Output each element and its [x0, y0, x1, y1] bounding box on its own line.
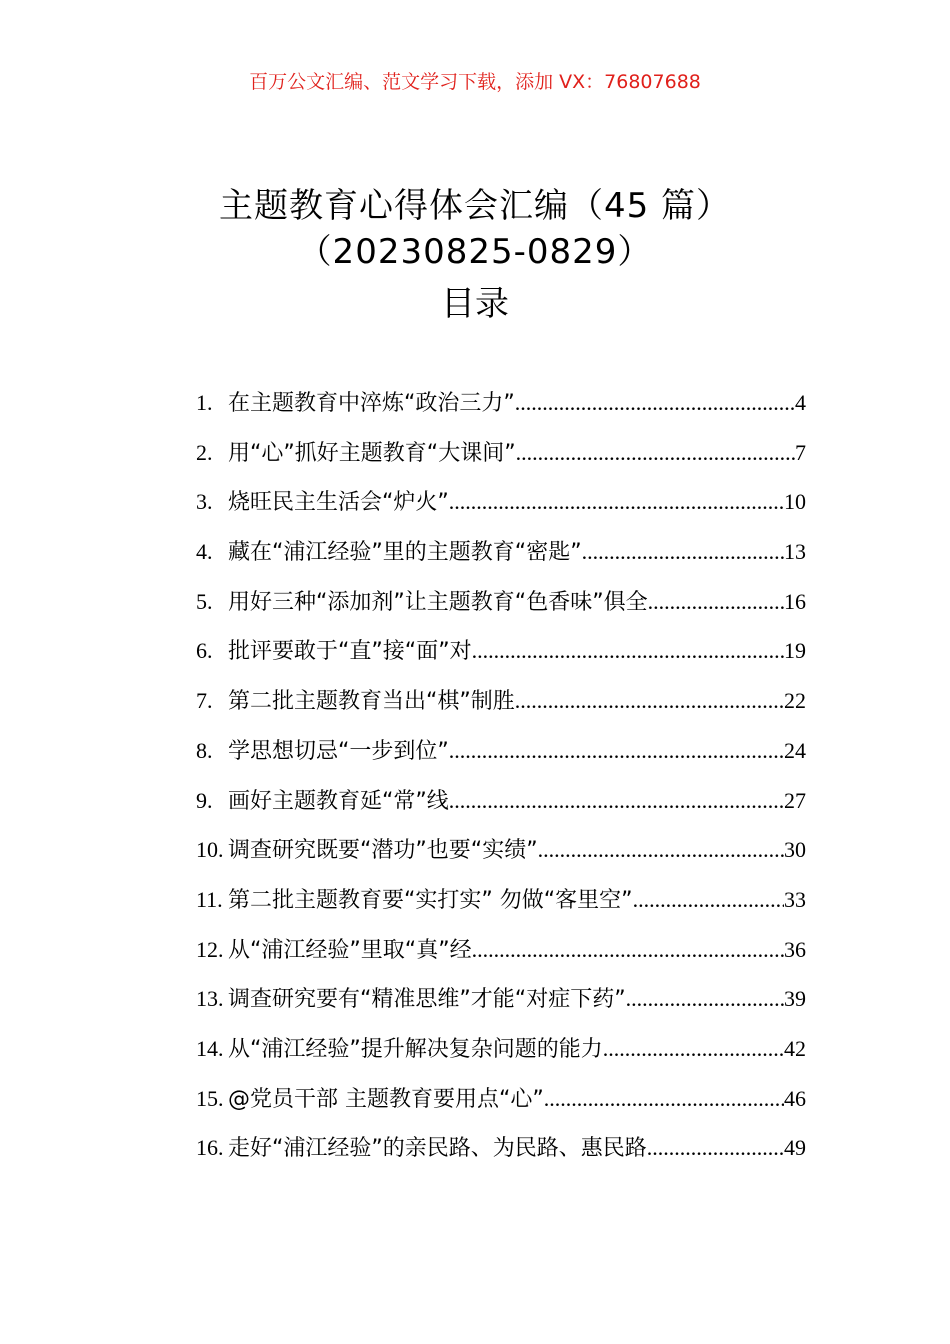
toc-item-title: 在主题教育中淬炼“政治三力” — [228, 391, 515, 416]
toc-item-number: 12. — [196, 936, 224, 962]
toc-item-page: 36 — [784, 936, 806, 962]
toc-leader-dots — [647, 1123, 784, 1173]
header-contact-note: 百万公文汇编、范文学习下载，添加 VX：76807688 — [249, 71, 701, 93]
toc-item[interactable] — [196, 378, 806, 428]
toc-item[interactable] — [196, 577, 806, 627]
toc-item-number: 7. — [196, 688, 213, 714]
toc-item-number: 15. — [196, 1085, 224, 1111]
toc-item-number: 14. — [196, 1035, 224, 1061]
toc-item[interactable] — [196, 1074, 806, 1124]
toc-leader-dots — [449, 726, 784, 776]
toc-item-page: 49 — [784, 1135, 806, 1161]
toc-item-title: 用“心”抓好主题教育“大课间” — [228, 440, 516, 466]
toc-item[interactable] — [196, 477, 806, 527]
toc-item-number: 5. — [196, 588, 213, 614]
toc-leader-dots — [582, 527, 784, 577]
toc-item-number: 13. — [196, 986, 224, 1012]
toc-leader-dots — [603, 1024, 784, 1074]
toc-item-number: 1. — [196, 390, 213, 415]
toc-item-page: 39 — [784, 986, 806, 1012]
toc-leader-dots — [472, 626, 784, 676]
toc-item[interactable] — [196, 428, 806, 478]
toc-leader-dots — [626, 974, 784, 1024]
toc-item-page: 46 — [784, 1085, 806, 1111]
toc-item-title: 藏在“浦江经验”里的主题教育“密匙” — [228, 540, 582, 566]
toc-leader-dots — [515, 676, 784, 726]
toc-leader-dots — [633, 875, 784, 925]
toc-item-title: 从“浦江经验”提升解决复杂问题的能力 — [228, 1036, 603, 1062]
toc-item-title: 画好主题教育延“常”线 — [228, 788, 449, 814]
toc-item-number: 2. — [196, 439, 213, 465]
toc-item-number: 3. — [196, 489, 213, 515]
toc-item[interactable] — [196, 676, 806, 726]
toc-item-title: 学思想切忌“一步到位” — [228, 738, 449, 764]
toc-leader-dots — [515, 378, 795, 428]
toc-item-page: 19 — [784, 638, 806, 664]
toc-item-number: 9. — [196, 787, 213, 813]
toc-leader-dots — [648, 577, 784, 627]
toc-leader-dots — [449, 477, 784, 527]
toc-item[interactable] — [196, 974, 806, 1024]
toc-item-title: 第二批主题教育当出“棋”制胜 — [228, 689, 515, 715]
toc-item-title: 调查研究既要“潜功”也要“实绩” — [228, 838, 538, 864]
toc-item-page: 22 — [784, 688, 806, 714]
toc-leader-dots — [449, 776, 784, 826]
toc-item-page: 16 — [784, 588, 806, 614]
toc-item-number: 4. — [196, 539, 213, 565]
toc-item-page: 33 — [784, 886, 806, 912]
toc-item-page: 13 — [784, 539, 806, 565]
toc-item-page: 27 — [784, 787, 806, 813]
toc-item-page: 30 — [784, 837, 806, 863]
toc-item-page: 42 — [784, 1035, 806, 1061]
toc-item-page: 24 — [784, 737, 806, 763]
toc-item[interactable] — [196, 1024, 806, 1074]
toc-item[interactable] — [196, 726, 806, 776]
document-title: 主题教育心得体会汇编（45 篇）（20230825-0829） — [218, 186, 732, 272]
toc-item-number: 6. — [196, 638, 213, 664]
toc-item[interactable] — [196, 527, 806, 577]
toc-item-page: 4 — [795, 390, 806, 415]
toc-item[interactable] — [196, 825, 806, 875]
toc-item[interactable] — [196, 626, 806, 676]
toc-leader-dots — [516, 428, 795, 478]
toc-item[interactable] — [196, 1123, 806, 1173]
toc-item[interactable] — [196, 776, 806, 826]
toc-leader-dots — [538, 825, 784, 875]
toc-item[interactable] — [196, 875, 806, 925]
toc-heading: 目录 — [441, 284, 509, 324]
toc-item-page: 10 — [784, 489, 806, 515]
table-of-contents — [196, 378, 806, 1173]
toc-item-title: 烧旺民主生活会“炉火” — [228, 490, 449, 516]
toc-item-title: 第二批主题教育要“实打实” 勿做“客里空” — [228, 887, 633, 913]
toc-item-page: 7 — [795, 439, 806, 465]
toc-item-title: 批评要敢于“直”接“面”对 — [228, 639, 472, 665]
toc-item-number: 8. — [196, 737, 213, 763]
toc-item-title: 从“浦江经验”里取“真”经 — [228, 937, 472, 963]
toc-item-number: 10. — [196, 837, 224, 863]
toc-leader-dots — [472, 925, 784, 975]
toc-item-number: 16. — [196, 1135, 224, 1161]
toc-item[interactable] — [196, 925, 806, 975]
toc-item-title: 走好“浦江经验”的亲民路、为民路、惠民路 — [228, 1136, 647, 1162]
toc-item-title: 调查研究要有“精准思维”才能“对症下药” — [228, 987, 626, 1013]
toc-item-title: 用好三种“添加剂”让主题教育“色香味”俱全 — [228, 589, 648, 615]
toc-leader-dots — [544, 1074, 784, 1124]
toc-item-title: @党员干部 主题教育要用点“心” — [228, 1086, 544, 1112]
toc-item-number: 11. — [196, 886, 223, 912]
